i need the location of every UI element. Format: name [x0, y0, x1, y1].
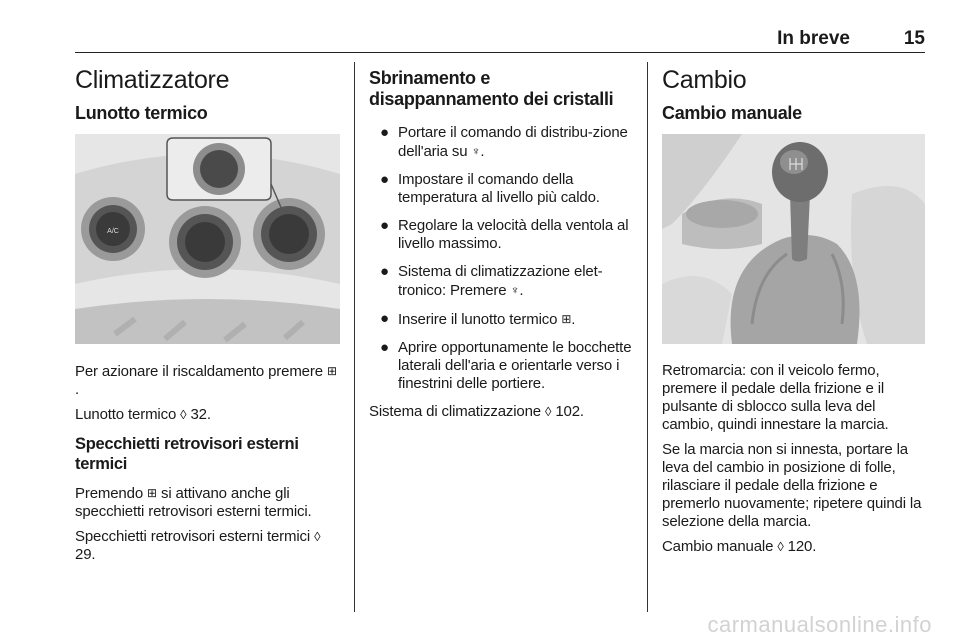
chapter-title: Climatizzatore [75, 66, 230, 94]
cross-reference: Cambio manuale ◊ 120. [662, 538, 817, 555]
paragraph: Retromarcia: con il veicolo fermo, premere il pedale della frizione e il pulsante di sblocco sulla leva del cambio, quindi innestare la marcia. [662, 362, 889, 433]
section-title: In breve [777, 28, 850, 49]
paragraph: Premendo ⊞ si attivano anche gli specchietti retrovisori esterni termici. [75, 485, 312, 520]
section-heading: Sbrinamento e disappannamento dei cristalli [369, 68, 614, 109]
column-divider [647, 62, 648, 612]
ac-button-label: A/C [107, 228, 119, 235]
list-item: ● Portare il comando di distribu-zione dell'aria su ♆. [380, 124, 628, 160]
bullet-icon: ● [380, 339, 389, 356]
rear-defrost-icon: ⊞ [147, 486, 157, 500]
cross-reference: Specchietti retrovisori esterni termici ◊ 29. [75, 528, 321, 563]
gear-shift-illustration [662, 134, 925, 344]
bullet-icon: ● [380, 263, 389, 280]
page-ref-arrow-icon: ◊ [545, 404, 552, 419]
rear-defrost-icon: ⊞ [561, 312, 572, 326]
windscreen-defrost-icon: ♆ [510, 283, 520, 297]
column-divider [354, 62, 355, 612]
bullet-icon: ● [380, 217, 389, 234]
instruction-list [369, 124, 634, 393]
page-header [75, 28, 925, 53]
section-heading: Cambio manuale [662, 103, 802, 123]
page-number: 15 [903, 28, 925, 49]
climate-control-illustration [75, 134, 340, 344]
list-item: ● Inserire il lunotto termico ⊞. [380, 310, 576, 328]
list-item: ● Aprire opportunamente le bocchette laterali dell'aria e orientarle verso i finestrini delle portiere. [380, 339, 632, 392]
bullet-icon: ● [380, 310, 389, 327]
list-item: ● Impostare il comando della temperatura al livello più caldo. [380, 171, 600, 206]
page-ref-arrow-icon: ◊ [180, 407, 187, 422]
watermark: carmanualsonline.info [707, 612, 932, 637]
list-item: ● Regolare la velocità della ventola al livello massimo. [380, 217, 629, 252]
page-ref-arrow-icon: ◊ [314, 529, 321, 544]
windscreen-defrost-icon: ♆ [471, 144, 481, 158]
cross-reference: Sistema di climatizzazione ◊ 102. [369, 403, 584, 420]
section-heading: Lunotto termico [75, 103, 208, 123]
bullet-icon: ● [380, 124, 389, 141]
paragraph: Se la marcia non si innesta, portare la leva del cambio in posizione di folle, rilasciare il pedale della frizione e premerlo nuovamente; ripetere quindi la selezione della marcia. [662, 441, 922, 530]
paragraph: Per azionare il riscaldamento premere ⊞. [75, 363, 337, 398]
column-cambio [662, 62, 925, 563]
bullet-icon: ● [380, 171, 389, 188]
page-ref-arrow-icon: ◊ [777, 539, 784, 554]
chapter-title: Cambio [662, 66, 747, 94]
cross-reference: Lunotto termico ◊ 32. [75, 406, 211, 423]
section-heading: Specchietti retrovisori esterni termici [75, 435, 299, 473]
rear-defrost-icon: ⊞ [326, 364, 337, 378]
column-sbrinamento [369, 62, 634, 428]
list-item: ● Sistema di climatizzazione elet-tronico: Premere ♆. [380, 263, 603, 299]
column-climatizzatore [75, 62, 340, 571]
